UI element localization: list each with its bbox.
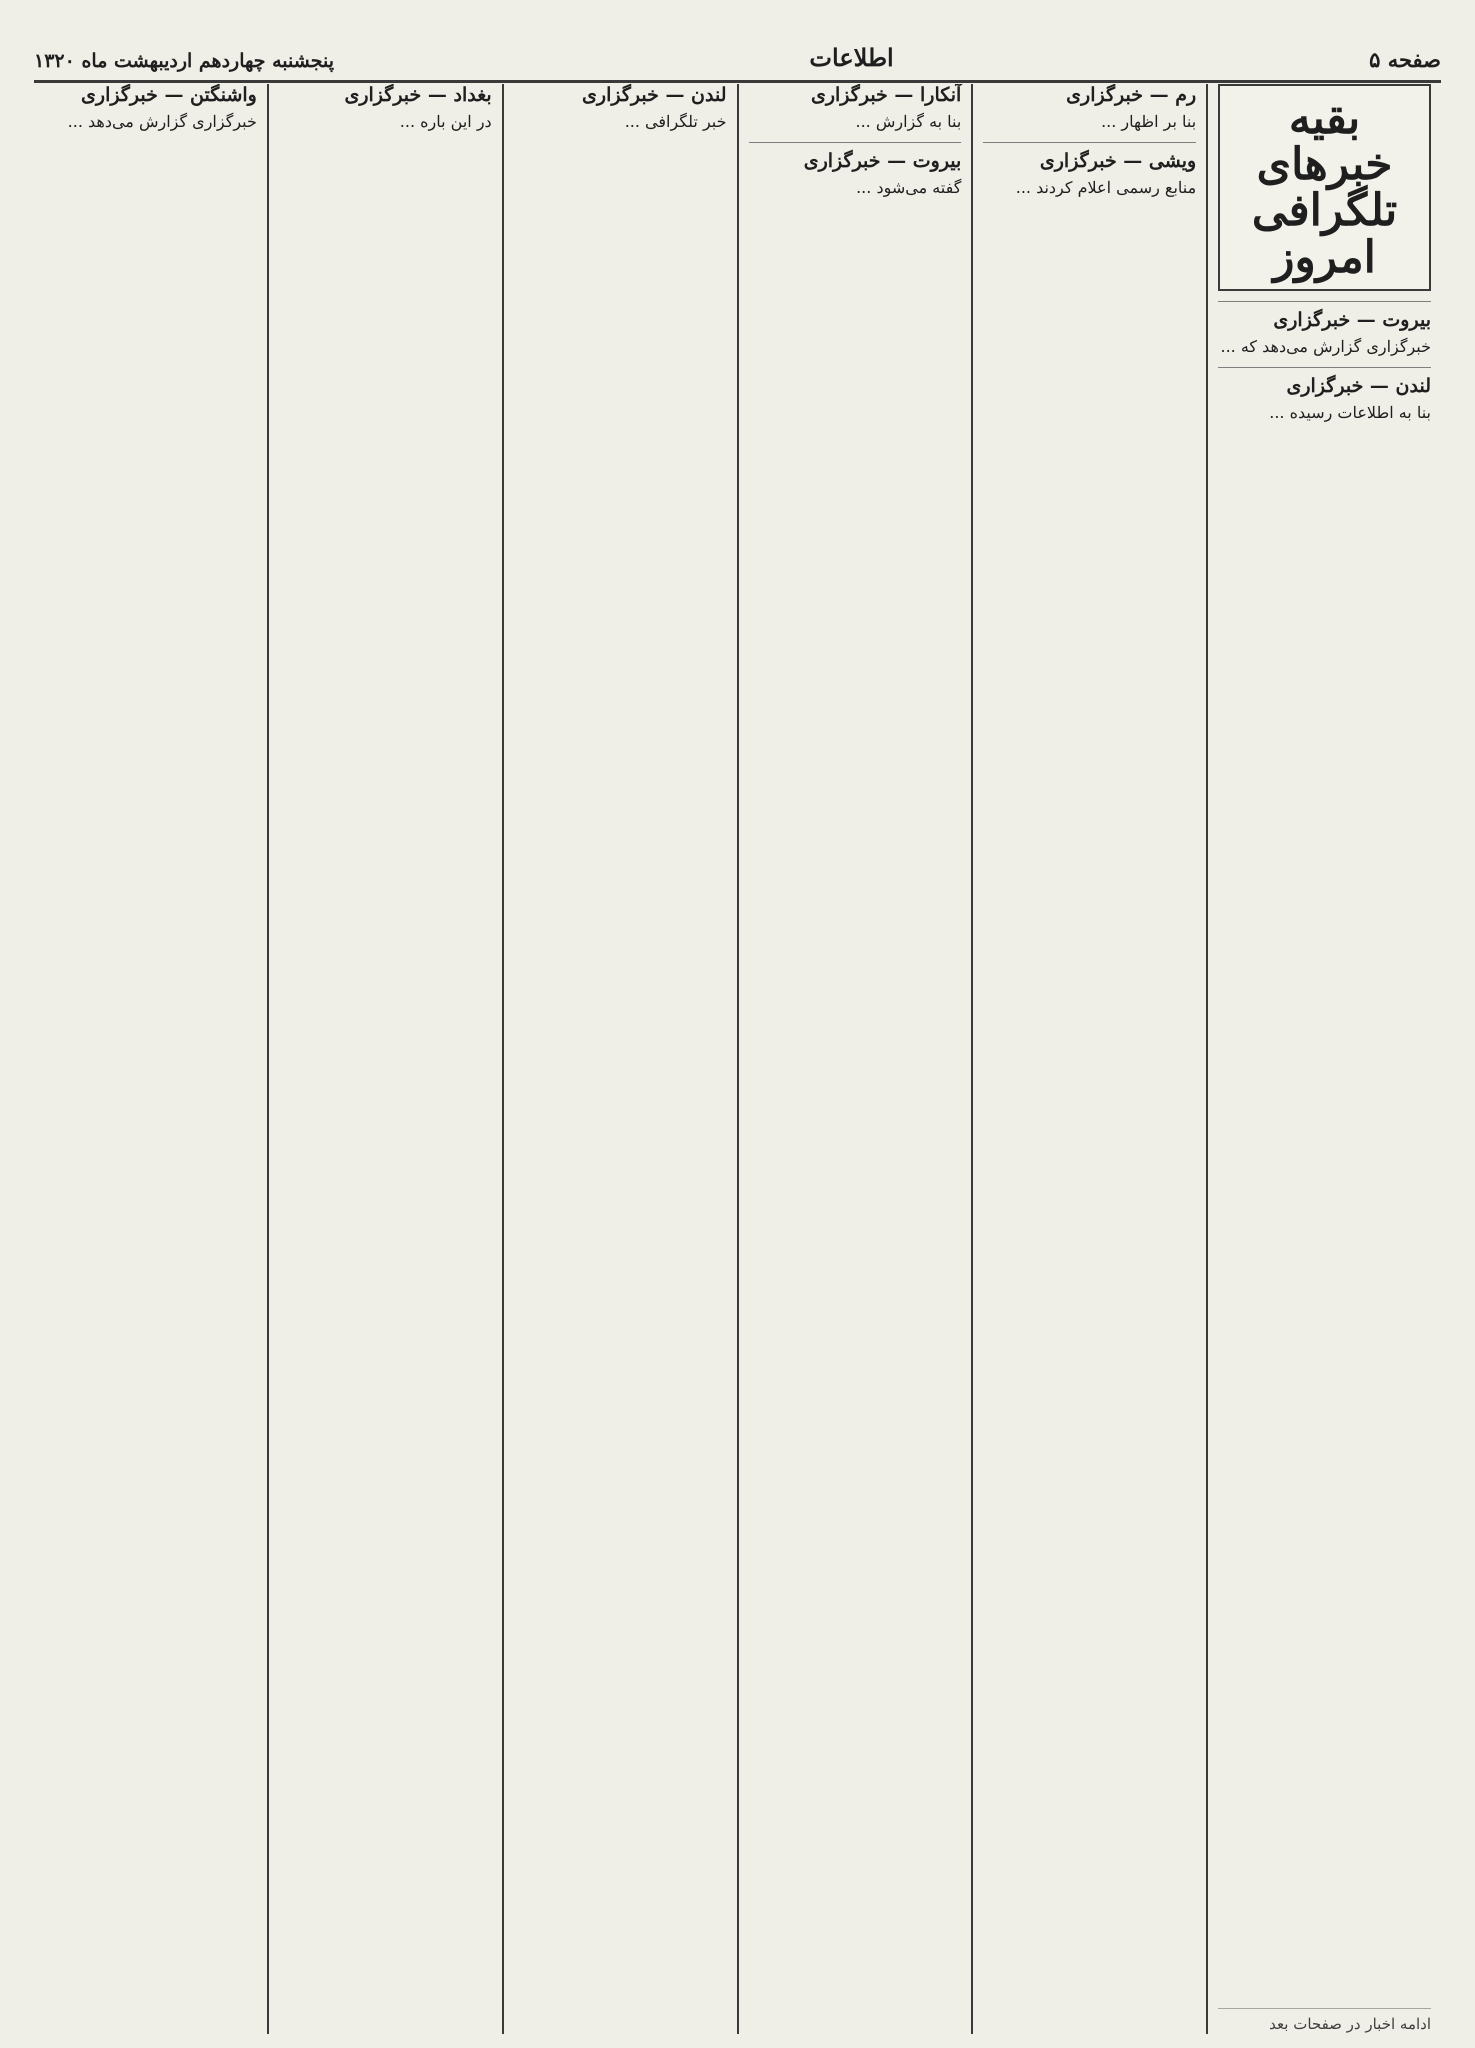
dispatch-dateline: بغداد — خبرگزاری — [344, 84, 492, 106]
news-column-2 — [971, 84, 1206, 2034]
news-column-3 — [737, 84, 972, 2034]
news-column-4 — [502, 84, 737, 2034]
dispatch-3 — [983, 84, 1196, 132]
dispatch-text: در این باره ... — [399, 111, 492, 131]
news-column-6 — [34, 84, 267, 2034]
dispatch-text: گفته می‌شود ... — [856, 178, 962, 198]
dispatch-dateline: بیروت — خبرگزاری — [1273, 308, 1431, 331]
dispatch-2 — [1218, 367, 1431, 423]
dispatch-text: بنا به گزارش ... — [855, 111, 962, 131]
dispatch-dateline: آنکارا — خبرگزاری — [810, 84, 962, 106]
dispatch-dateline: واشنگتن — خبرگزاری — [81, 84, 257, 106]
page-number: صفحه ۵ — [1369, 47, 1441, 72]
column-footer-note: ادامه اخبار در صفحات بعد — [1218, 2008, 1431, 2034]
dispatch-text: بنا بر اظهار ... — [1101, 111, 1197, 131]
newspaper-name: اطلاعات — [809, 43, 894, 72]
dispatch-dateline: لندن — خبرگزاری — [582, 84, 727, 106]
page-masthead — [34, 12, 1441, 83]
dispatch-1 — [1218, 301, 1431, 357]
dispatch-7 — [514, 84, 727, 132]
front-headline-box — [1218, 84, 1431, 291]
dispatch-dateline: بیروت — خبرگزاری — [803, 150, 962, 173]
dispatch-dateline: لندن — خبرگزاری — [1286, 375, 1431, 398]
dispatch-5 — [749, 84, 962, 132]
news-column-5 — [267, 84, 502, 2034]
issue-date: پنجشنبه چهاردهم اردیبهشت ماه ۱۳۲۰ — [34, 50, 335, 72]
news-column-1 — [1206, 84, 1441, 2034]
dispatch-text: خبر تلگرافی ... — [624, 111, 727, 131]
dispatch-text: بنا به اطلاعات رسیده ... — [1269, 402, 1431, 422]
dispatch-4 — [983, 142, 1196, 198]
dispatch-text: خبرگزاری گزارش می‌دهد ... — [67, 111, 257, 131]
dispatch-dateline: ویشی — خبرگزاری — [1039, 150, 1197, 173]
dispatch-dateline: رم — خبرگزاری — [1066, 84, 1197, 106]
dispatch-text: منابع رسمی اعلام کردند ... — [1015, 178, 1197, 198]
page-columns — [34, 84, 1441, 2034]
front-headline: بقیه خبرهای تلگرافی امروز — [1251, 93, 1398, 283]
dispatch-8 — [279, 84, 492, 132]
dispatch-9 — [44, 84, 257, 132]
dispatch-text: خبرگزاری گزارش می‌دهد که ... — [1220, 336, 1431, 356]
dispatch-6 — [749, 142, 962, 198]
